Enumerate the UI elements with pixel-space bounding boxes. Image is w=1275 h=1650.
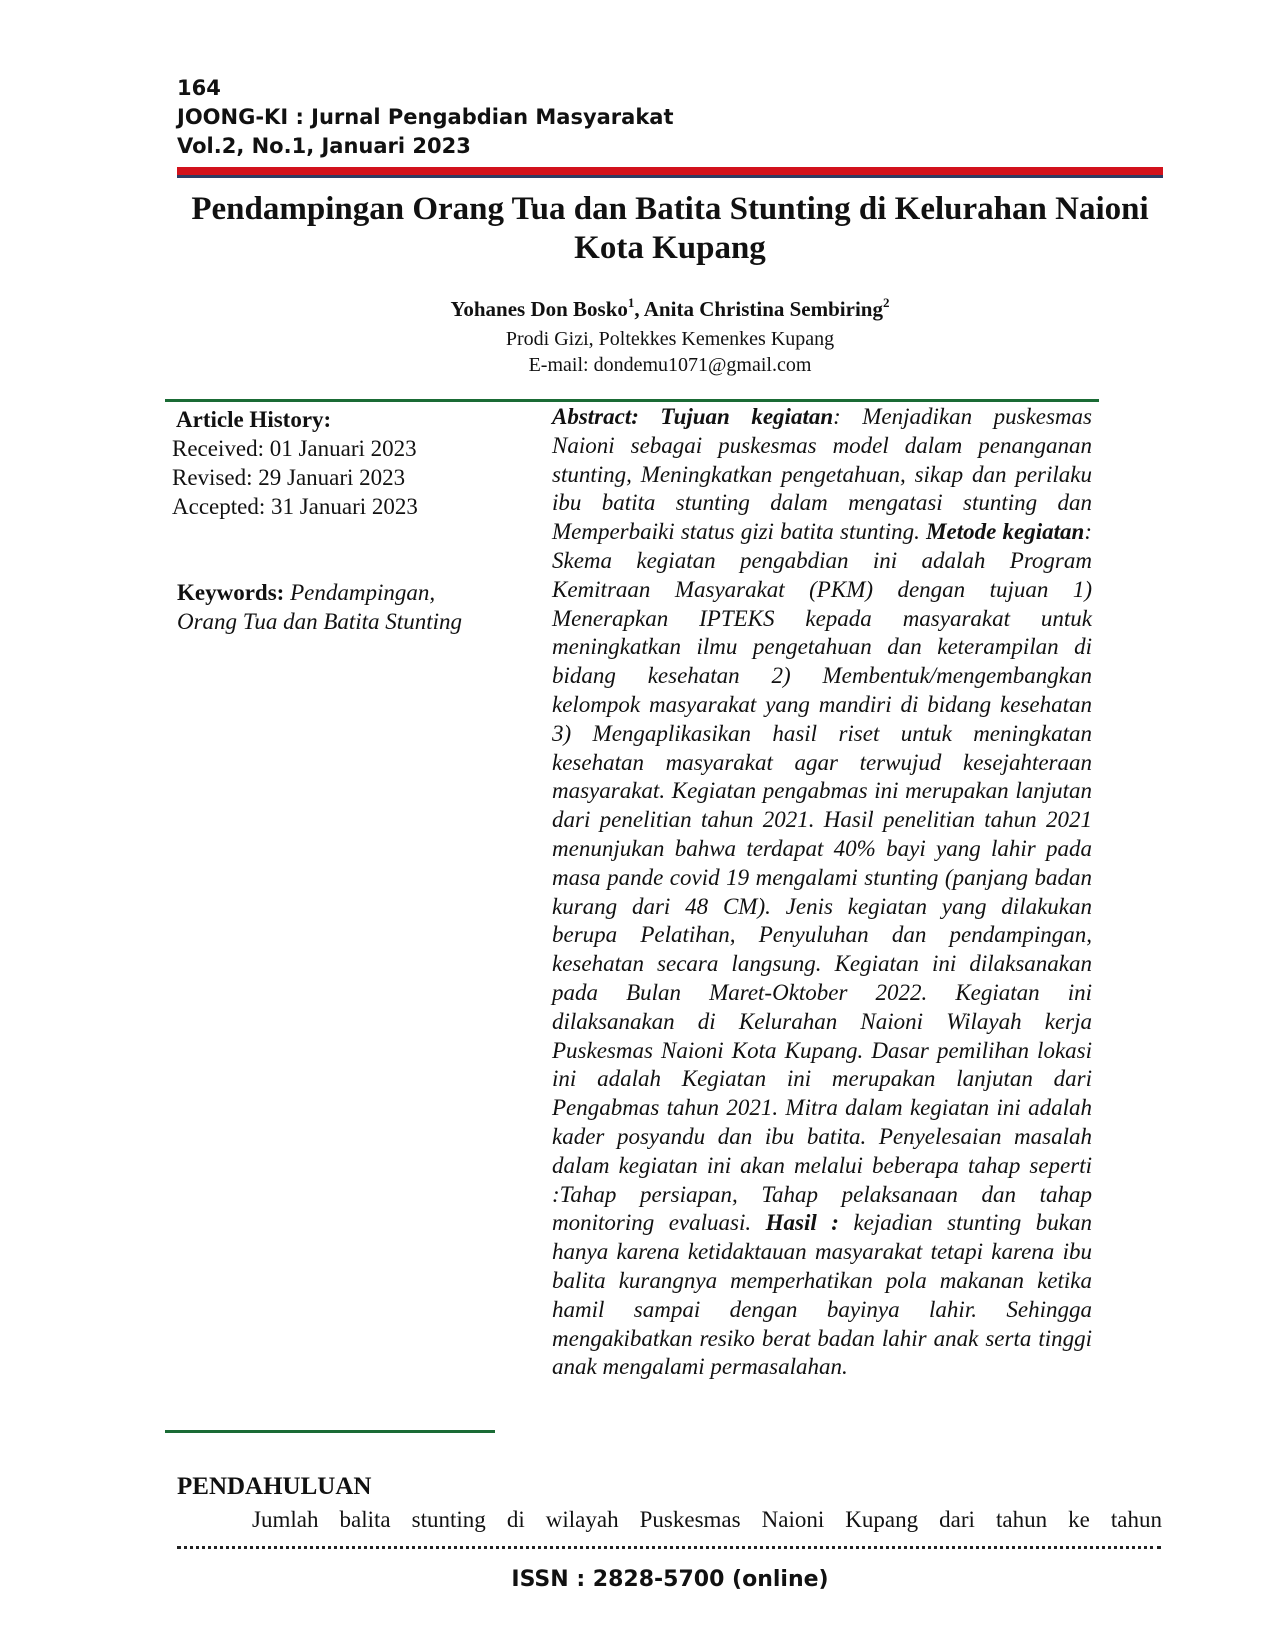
keywords-block [177, 578, 477, 636]
footer-dotted-rule [177, 1546, 1161, 1549]
abstract-tujuan-text: : Menjadikan puskesmas Naioni sebagai puskesmas model dalam penanganan stunting, Meningkatkan pengetahuan, sikap dan perilaku ibu batita stunting dalam mengatasi stunting dan Memperbaiki status gizi batita stunting. [552, 404, 1092, 545]
abstract-hasil-text: kejadian stunting bukan hanya karena ketidaktauan masyarakat tetapi karena ibu balita kurangnya memperhatikan pola makanan ketika hamil sampai dengan bayinya lahir. Sehingga mengakibatkan resiko berat badan lahir anak serta tinggi anak mengalami permasalahan. [552, 1210, 1093, 1380]
author-2-affiliation-mark: 2 [882, 295, 890, 310]
contact-email: E-mail: dondemu1071@gmail.com [528, 354, 812, 376]
section-heading-pendahuluan: PENDAHULUAN [177, 1473, 372, 1500]
received-date: Received: 01 Januari 2023 [172, 436, 417, 461]
page-number: 164 [177, 76, 221, 100]
article-title-line-2: Kota Kupang [574, 230, 766, 266]
body-text-first-line: Jumlah balita stunting di wilayah Puskesmas Naioni Kupang dari tahun ke tahun [252, 1507, 1162, 1532]
article-title [150, 190, 1190, 268]
keywords-label: Keywords: [177, 580, 285, 605]
author-2: Anita Christina Sembiring [643, 297, 883, 321]
author-separator: , [634, 297, 644, 321]
article-history-heading: Article History: [176, 407, 332, 432]
abstract-paragraph [552, 403, 1092, 1382]
abstract-metode-label: Metode kegiatan [926, 519, 1085, 545]
article-history [172, 405, 492, 521]
abstract [552, 403, 1092, 1382]
history-bottom-rule [165, 1430, 495, 1433]
abstract-tujuan-label: Tujuan kegiatan [660, 404, 834, 429]
abstract-metode-text: : Skema kegiatan pengabdian ini adalah Program Kemitraan Masyarakat (PKM) dengan tujuan 1) Menerapkan IPTEKS kepada masyarakat untuk meningkatkan ilmu pengetahuan dan keterampilan di bidang kesehatan 2) Membentuk/mengembangkan kelompok masyarakat yang mandiri di bidang kesehatan 3) Mengaplikasikan hasil riset untuk meningkatan kesehatan masyarakat agar terwujud kesejahteraan masyarakat. Kegiatan pengabmas ini merupakan lanjutan dari penelitian tahun 2021. Hasil penelitian tahun 2021 menunjukan bahwa terdapat 40% bayi yang lahir pada masa pande covid 19 mengalami stunting (panjang badan kurang dari 48 CM). Jenis kegiatan yang dilakukan berupa Pelatihan, Penyuluhan dan pendampingan, kesehatan secara langsung. Kegiatan ini dilaksanakan pada Bulan Maret-Oktober 2022. Kegiatan ini dilaksanakan di Kelurahan Naioni Wilayah kerja Puskesmas Naioni Kota Kupang. Dasar pemilihan lokasi ini adalah Kegiatan ini merupakan lanjutan dari Pengabmas tahun 2021. Mitra dalam kegiatan ini adalah kader posyandu dan ibu batita. Penyelesaian masalah dalam kegiatan ini akan melalui beberapa tahap seperti :Tahap persiapan, Tahap pelaksanaan dan tahap monitoring evaluasi. [552, 519, 1092, 1236]
author-list [150, 296, 1190, 322]
affiliation: Prodi Gizi, Poltekkes Kemenkes Kupang [505, 328, 835, 350]
footer-issn: ISSN : 2828-5700 (online) [511, 1567, 829, 1592]
abstract-top-rule [165, 399, 1099, 402]
accepted-date: Accepted: 31 Januari 2023 [172, 494, 418, 519]
abstract-hasil-label: Hasil : [765, 1210, 839, 1236]
abstract-label: Abstract: [552, 404, 639, 429]
keywords-text: Pendampingan, Orang Tua dan Batita Stunting [177, 580, 462, 634]
journal-name: JOONG-KI : Jurnal Pengabdian Masyarakat [177, 105, 674, 129]
journal-volume-issue: Vol.2, No.1, Januari 2023 [177, 134, 471, 158]
author-1: Yohanes Don Bosko [450, 297, 628, 321]
header-rule [177, 167, 1163, 178]
article-title-line-1: Pendampingan Orang Tua dan Batita Stunting di Kelurahan Naioni [191, 191, 1149, 227]
author-1-affiliation-mark: 1 [627, 295, 635, 310]
revised-date: Revised: 29 Januari 2023 [172, 465, 406, 490]
